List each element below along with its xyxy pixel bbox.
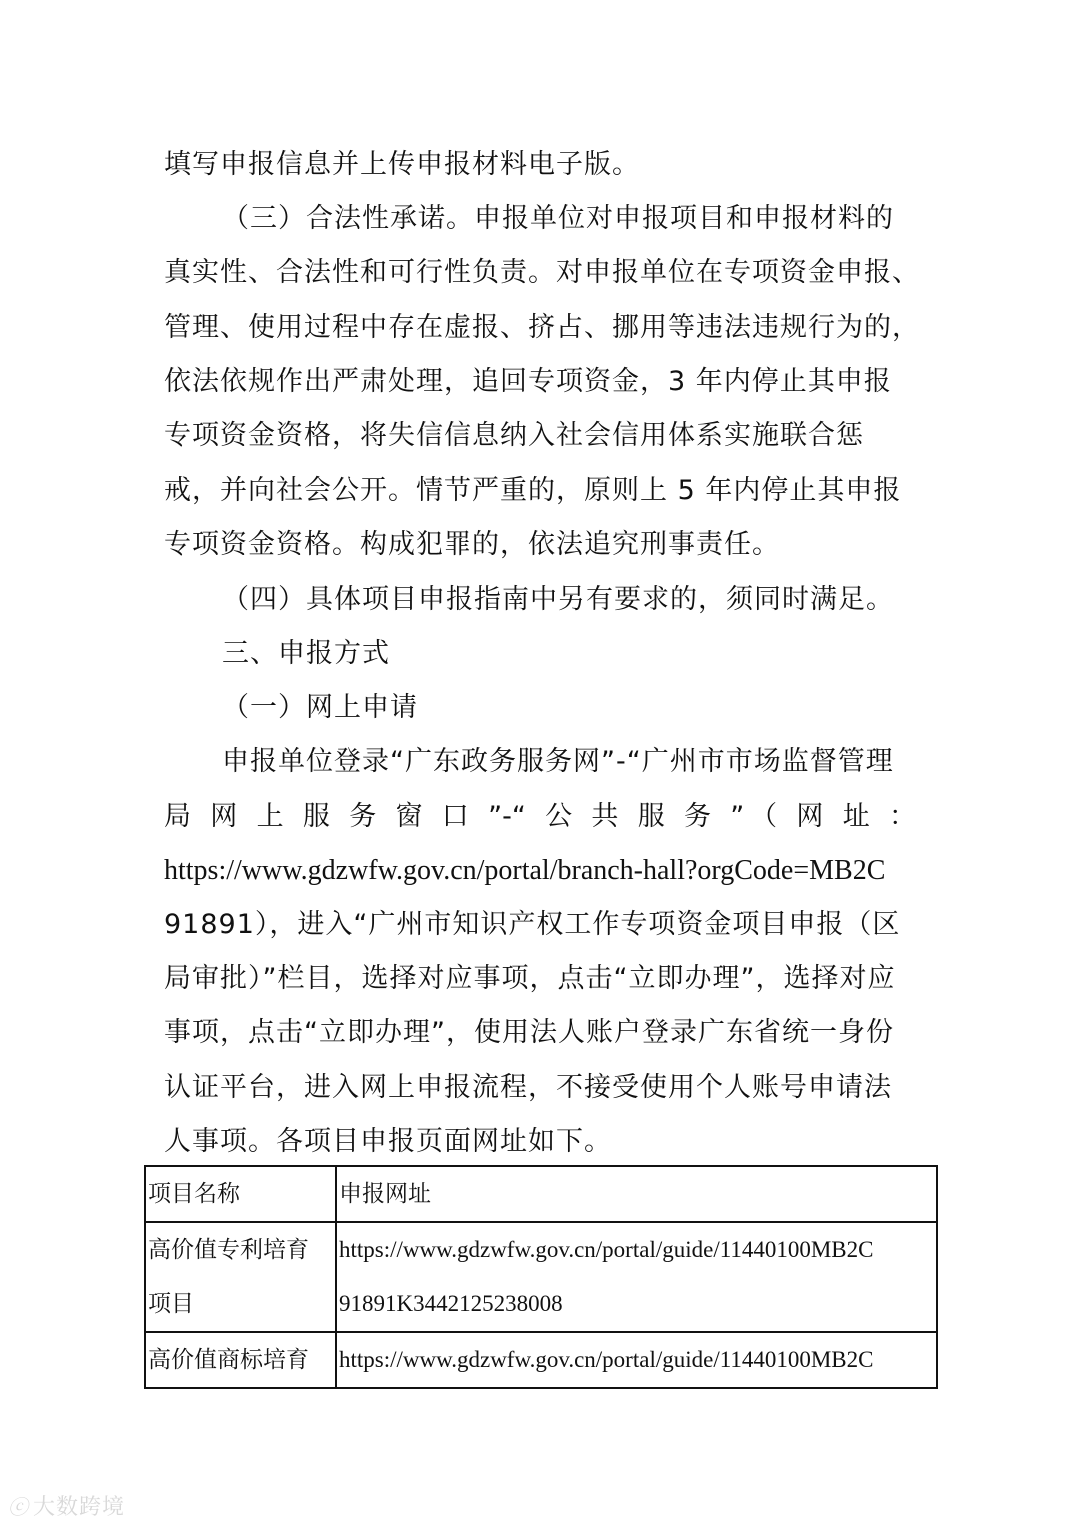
project-url-line: https://www.gdzwfw.gov.cn/portal/guide/11440100MB2C (339, 1347, 874, 1372)
section-heading: 三、申报方式 (222, 638, 390, 669)
watermark-logo-icon: ⓒ (8, 1495, 29, 1519)
paragraph-line: （三）合法性承诺。申报单位对申报项目和申报材料的 (222, 203, 894, 234)
application-url-table (144, 1165, 938, 1389)
table-header-url: 申报网址 (336, 1166, 937, 1222)
paragraph-line: 依法依规作出严肃处理，追回专项资金，3 年内停止其申报 (164, 366, 892, 397)
project-name-line: 高价值专利培育 (148, 1237, 309, 1263)
paragraph-line: 填写申报信息并上传申报材料电子版。 (164, 149, 640, 180)
paragraph-line: 局审批）”栏目，选择对应事项，点击“立即办理”，选择对应 (164, 963, 896, 994)
paragraph-line: 局网上服务窗口”-“公共服务”（网址： (164, 801, 916, 832)
table-header-name: 项目名称 (145, 1166, 336, 1222)
paragraph-line: 申报单位登录“广东政务服务网”-“广州市市场监督管理 (222, 746, 894, 777)
project-name-cell (145, 1222, 336, 1332)
paragraph-line-url: https://www.gdzwfw.gov.cn/portal/branch-hall?orgCode=MB2C (164, 855, 886, 886)
project-url-cell (336, 1222, 937, 1332)
project-name-cell (145, 1332, 336, 1388)
paragraph-line: 人事项。各项目申报页面网址如下。 (164, 1126, 612, 1157)
paragraph-line: 事项，点击“立即办理”，使用法人账户登录广东省统一身份 (164, 1017, 894, 1048)
project-name-line: 项目 (148, 1291, 194, 1317)
paragraph-line: （四）具体项目申报指南中另有要求的，须同时满足。 (222, 584, 894, 615)
table-row (145, 1332, 937, 1388)
watermark-text: 大数跨境 (33, 1495, 126, 1520)
paragraph-line: 戒，并向社会公开。情节严重的，原则上 5 年内停止其申报 (164, 475, 902, 506)
project-url-cell (336, 1332, 937, 1388)
project-name-line: 高价值商标培育 (148, 1347, 309, 1373)
table-header-row (145, 1166, 937, 1222)
paragraph-line: 专项资金资格，将失信信息纳入社会信用体系实施联合惩 (164, 420, 864, 451)
paragraph-line: 认证平台，进入网上申报流程，不接受使用个人账号申请法 (164, 1072, 892, 1103)
watermark (8, 1490, 125, 1521)
paragraph-line: 真实性、合法性和可行性负责。对申报单位在专项资金申报、 (164, 257, 920, 288)
subsection-heading: （一）网上申请 (222, 692, 418, 723)
paragraph-line: 专项资金资格。构成犯罪的，依法追究刑事责任。 (164, 529, 780, 560)
paragraph-line: 管理、使用过程中存在虚报、挤占、挪用等违法违规行为的， (164, 312, 920, 343)
table-row (145, 1222, 937, 1332)
project-url-line: https://www.gdzwfw.gov.cn/portal/guide/11440100MB2C (339, 1237, 874, 1262)
paragraph-line: 91891），进入“广州市知识产权工作专项资金项目申报（区 (164, 909, 901, 940)
project-url-line: 91891K3442125238008 (339, 1291, 563, 1316)
